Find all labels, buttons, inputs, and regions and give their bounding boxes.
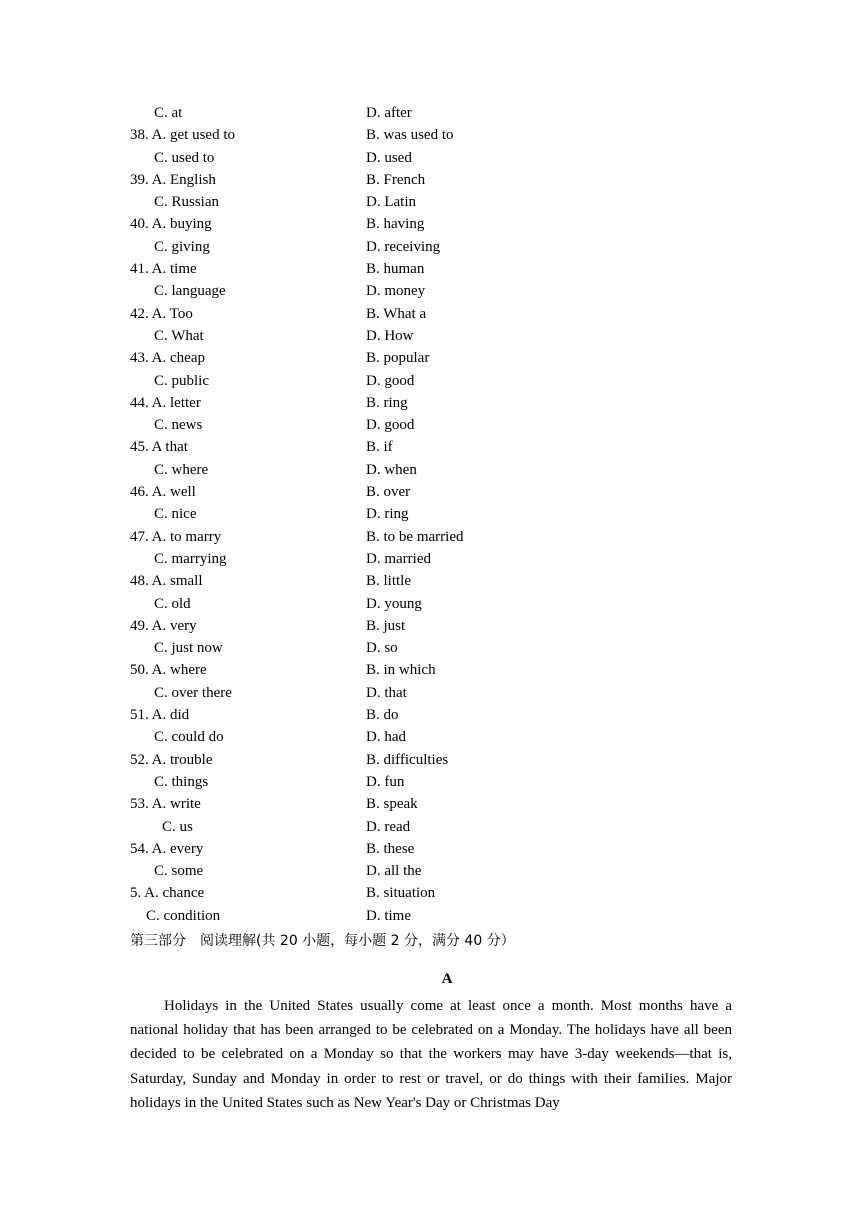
option-right: D. married: [366, 550, 431, 567]
option-row: [0, 191, 860, 213]
option-row: [0, 593, 860, 615]
option-right: D. good: [366, 417, 415, 434]
option-left: C. giving: [154, 238, 210, 255]
option-left: 39. A. English: [130, 171, 216, 188]
option-row: [0, 704, 860, 726]
option-right: B. was used to: [366, 127, 454, 144]
option-right: B. popular: [366, 350, 430, 367]
option-row: [0, 838, 860, 860]
option-row: [0, 169, 860, 191]
option-right: B. these: [366, 840, 415, 857]
option-row: [0, 414, 860, 436]
option-left: C. nice: [154, 506, 197, 523]
option-row: [0, 749, 860, 771]
option-row: [0, 659, 860, 681]
option-right: D. had: [366, 729, 406, 746]
option-row: [0, 726, 860, 748]
option-right: B. human: [366, 261, 425, 278]
option-right: D. fun: [366, 773, 405, 790]
option-row: [0, 280, 860, 302]
option-right: D. when: [366, 461, 417, 478]
option-left: C. What: [154, 327, 204, 344]
option-row: [0, 816, 860, 838]
option-row: [0, 682, 860, 704]
option-right: B. in which: [366, 662, 436, 679]
option-right: D. ring: [366, 506, 409, 523]
option-right: D. that: [366, 684, 407, 701]
option-row: [0, 303, 860, 325]
option-row: [0, 860, 860, 882]
option-left: C. old: [154, 595, 191, 612]
option-left: 54. A. every: [130, 840, 204, 857]
option-right: D. good: [366, 372, 415, 389]
option-right: B. just: [366, 617, 406, 634]
option-row: [0, 124, 860, 146]
option-right: B. having: [366, 216, 425, 233]
option-left: 40. A. buying: [130, 216, 212, 233]
option-left: C. at: [154, 105, 183, 121]
option-right: B. to be married: [366, 528, 464, 545]
option-left: C. where: [154, 461, 209, 478]
option-row: [0, 905, 860, 927]
option-left: C. public: [154, 372, 209, 389]
option-row: [0, 325, 860, 347]
option-left: C. just now: [154, 640, 223, 657]
option-left: 48. A. small: [130, 573, 203, 590]
option-right: D. money: [366, 283, 426, 300]
option-right: D. after: [366, 105, 412, 121]
option-left: 43. A. cheap: [130, 350, 205, 367]
option-left: C. us: [162, 818, 193, 835]
option-row: [0, 637, 860, 659]
option-left: 44. A. letter: [130, 394, 201, 411]
option-left: 42. A. Too: [130, 305, 193, 322]
option-row: [0, 347, 860, 369]
option-row: [0, 258, 860, 280]
option-right: B. What a: [366, 305, 427, 322]
option-right: D. How: [366, 327, 414, 344]
option-row: [0, 213, 860, 235]
option-row: [0, 882, 860, 904]
option-right: B. ring: [366, 394, 408, 411]
option-left: 50. A. where: [130, 662, 207, 679]
answer-options-list: [0, 102, 860, 927]
option-row: [0, 147, 860, 169]
option-left: 51. A. did: [130, 707, 190, 724]
option-left: 5. A. chance: [130, 885, 205, 902]
option-row: [0, 615, 860, 637]
option-right: B. difficulties: [366, 751, 449, 768]
option-left: 52. A. trouble: [130, 751, 213, 768]
option-row: [0, 481, 860, 503]
option-left: 53. A. write: [130, 796, 201, 813]
option-row: [0, 370, 860, 392]
option-left: 46. A. well: [130, 484, 196, 501]
option-right: B. little: [366, 573, 411, 590]
option-left: C. Russian: [154, 194, 220, 211]
option-right: D. young: [366, 595, 422, 612]
option-row: [0, 526, 860, 548]
section-heading: 第三部分 阅读理解(共 20 小题，每小题 2 分，满分 40 分）: [130, 933, 515, 949]
option-left: C. used to: [154, 149, 215, 166]
option-row: [0, 102, 860, 124]
option-right: B. French: [366, 171, 426, 188]
option-row: [0, 392, 860, 414]
option-row: [0, 236, 860, 258]
option-right: B. over: [366, 484, 411, 501]
option-left: C. condition: [146, 907, 221, 924]
option-right: B. do: [366, 707, 399, 724]
option-right: D. used: [366, 149, 412, 166]
option-row: [0, 503, 860, 525]
passage-paragraph: Holidays in the United States usually come at least once a month. Most months have a national holiday that has been arranged to be celebrated on a Monday. The holidays have all been decided to be celebrated on a Monday so that the workers may have 3-day weekends—that is, Saturday, Sunday and Monday in order to rest or travel, or do things with their families. Major holidays in the United States such as New Year's Day or Christmas Day: [130, 998, 732, 1111]
option-right: D. all the: [366, 863, 422, 880]
option-right: B. speak: [366, 796, 418, 813]
option-row: [0, 771, 860, 793]
option-left: 49. A. very: [130, 617, 197, 634]
option-left: C. over there: [154, 684, 232, 701]
option-right: D. receiving: [366, 238, 441, 255]
option-row: [0, 548, 860, 570]
option-right: D. Latin: [366, 194, 416, 211]
option-row: [0, 570, 860, 592]
option-left: 47. A. to marry: [130, 528, 222, 545]
option-right: D. so: [366, 640, 398, 657]
option-left: C. things: [154, 773, 209, 790]
option-left: C. some: [154, 863, 204, 880]
option-right: D. read: [366, 818, 411, 835]
option-left: 38. A. get used to: [130, 127, 235, 144]
passage-title: A: [441, 971, 453, 987]
option-right: B. situation: [366, 885, 436, 902]
option-left: C. language: [154, 283, 226, 300]
option-right: D. time: [366, 907, 411, 924]
option-left: 45. A that: [130, 439, 188, 456]
option-left: C. news: [154, 417, 203, 434]
option-left: C. could do: [154, 729, 224, 746]
option-row: [0, 459, 860, 481]
option-left: 41. A. time: [130, 261, 197, 278]
option-left: C. marrying: [154, 550, 227, 567]
option-row: [0, 436, 860, 458]
option-row: [0, 793, 860, 815]
option-right: B. if: [366, 439, 393, 456]
